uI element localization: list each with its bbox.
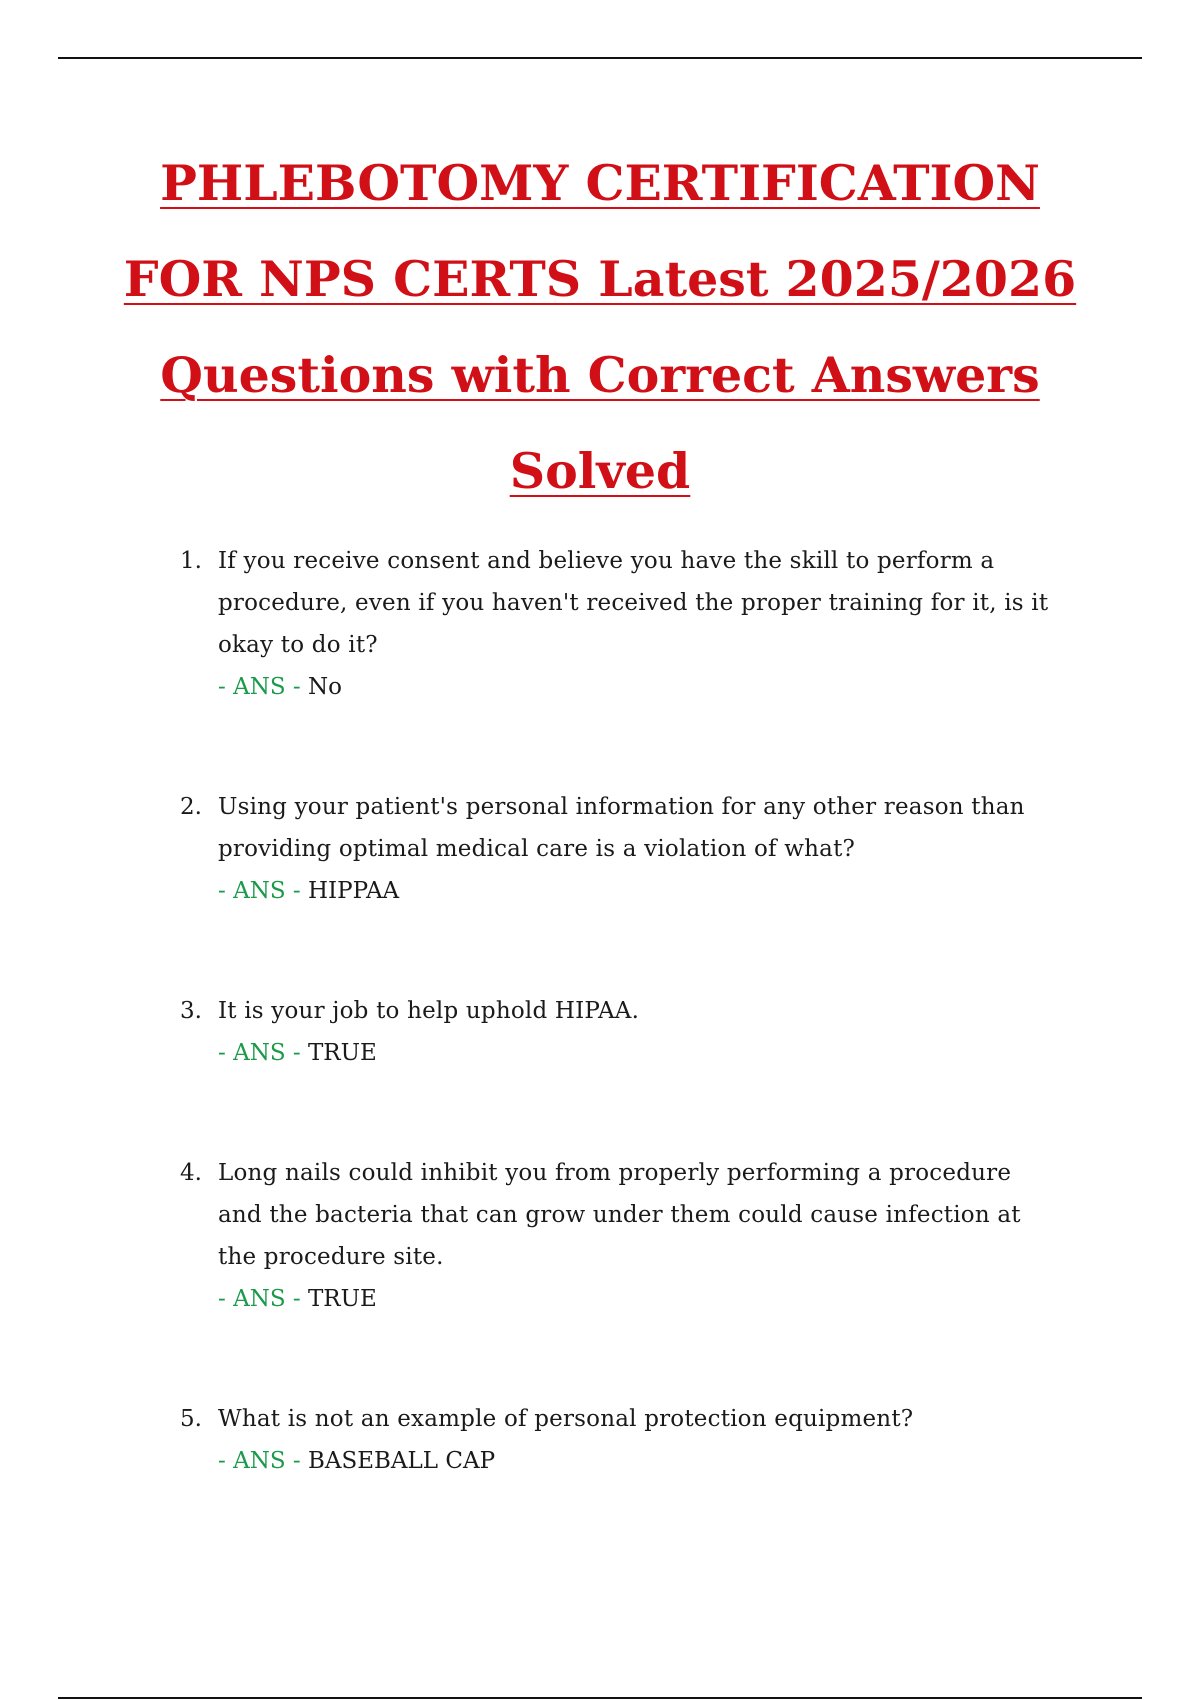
answer-label: - ANS - — [218, 878, 301, 904]
question-number: 2. — [180, 794, 202, 820]
answer-line — [218, 1278, 1060, 1320]
title-line: Solved — [509, 442, 691, 500]
answer-value: TRUE — [307, 1040, 377, 1066]
question-list — [180, 540, 1060, 1482]
title-line: PHLEBOTOMY CERTIFICATION — [160, 154, 1040, 212]
question-number: 4. — [180, 1160, 202, 1186]
question-text: What is not an example of personal protection equipment? — [218, 1406, 914, 1432]
question-item — [180, 1152, 1060, 1398]
answer-label: - ANS - — [218, 674, 301, 700]
question-number: 3. — [180, 998, 202, 1024]
answer-label: - ANS - — [218, 1448, 301, 1474]
answer-value: BASEBALL CAP — [307, 1448, 496, 1474]
answer-line — [218, 666, 1060, 708]
answer-line — [218, 1440, 1060, 1482]
answer-line — [218, 1032, 1060, 1074]
answer-label: - ANS - — [218, 1286, 301, 1312]
document-title — [100, 135, 1100, 519]
answer-value: HIPPAA — [307, 878, 400, 904]
title-line: FOR NPS CERTS Latest 2025/2026 — [123, 250, 1077, 308]
answer-value: No — [307, 674, 342, 700]
footer-rule — [58, 1697, 1142, 1699]
title-line: Questions with Correct Answers — [160, 346, 1040, 404]
question-number: 1. — [180, 548, 202, 574]
header-rule — [58, 57, 1142, 59]
answer-value: TRUE — [307, 1286, 377, 1312]
question-item — [180, 990, 1060, 1152]
answer-label: - ANS - — [218, 1040, 301, 1066]
question-item — [180, 540, 1060, 786]
question-text: It is your job to help uphold HIPAA. — [218, 998, 640, 1024]
answer-line — [218, 870, 1060, 912]
question-number: 5. — [180, 1406, 202, 1432]
question-item — [180, 1398, 1060, 1482]
question-item — [180, 786, 1060, 990]
question-text: Using your patient's personal information for any other reason than providing optimal medical care is a violation of what? — [218, 794, 1025, 862]
question-text: Long nails could inhibit you from properly performing a procedure and the bacteria that can grow under them could cause infection at the procedure site. — [218, 1160, 1021, 1270]
question-text: If you receive consent and believe you have the skill to perform a procedure, even if you haven't received the proper training for it, is it okay to do it? — [218, 548, 1049, 658]
